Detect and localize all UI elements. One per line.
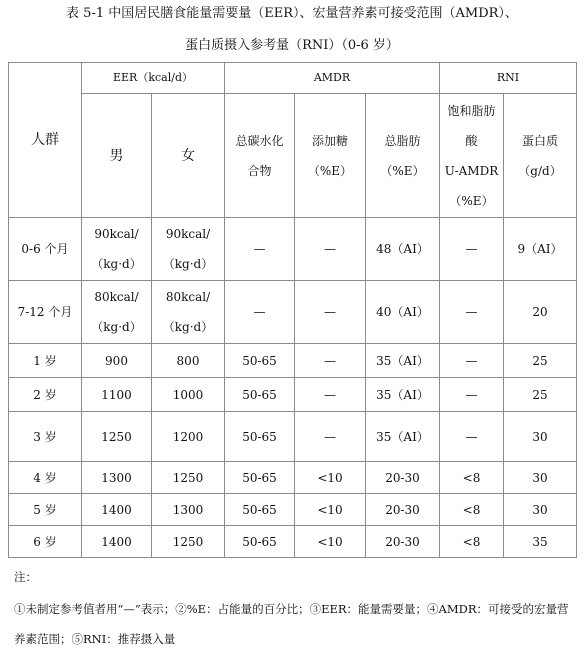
- row-sugar: —: [295, 218, 366, 281]
- header-carb: [225, 94, 295, 218]
- header-sat-fat: [440, 94, 504, 218]
- row-fat: 20-30: [366, 494, 440, 526]
- row-group: 2 岁: [9, 378, 82, 412]
- table-title-line-2: 蛋白质摄入参考量（RNI）（0-6 岁）: [185, 38, 399, 53]
- row-sugar: <10: [295, 526, 366, 558]
- row-sat-fat: —: [440, 281, 504, 344]
- row-sugar: <10: [295, 494, 366, 526]
- row-protein: 25: [504, 344, 577, 378]
- header-male: 男: [82, 94, 152, 218]
- row-group: 7-12 个月: [9, 281, 82, 344]
- row-sat-fat: —: [440, 344, 504, 378]
- row-female: [152, 281, 225, 344]
- header-sat-l3: U-AMDR: [444, 163, 499, 178]
- row-protein: 20: [504, 281, 577, 344]
- row-sugar: —: [295, 344, 366, 378]
- row-fat: 20-30: [366, 526, 440, 558]
- table-row: [9, 412, 577, 462]
- table-row: [9, 281, 577, 344]
- table-row: [9, 526, 577, 558]
- header-sat-l1: 饱和脂肪: [447, 103, 496, 118]
- header-row-2: [9, 94, 577, 218]
- row-fat: 48（AI）: [366, 218, 440, 281]
- table-row: [9, 494, 577, 526]
- header-amdr: AMDR: [225, 63, 440, 94]
- row-sat-fat: —: [440, 412, 504, 462]
- row-sugar: —: [295, 281, 366, 344]
- header-carb-l2: 合物: [247, 163, 272, 178]
- row-sugar: <10: [295, 462, 366, 494]
- row-carb: 50-65: [225, 412, 295, 462]
- nutrition-reference-table: [8, 62, 577, 558]
- row-sugar: —: [295, 378, 366, 412]
- row-carb: 50-65: [225, 526, 295, 558]
- row-carb: 50-65: [225, 494, 295, 526]
- header-rni: RNI: [440, 63, 577, 94]
- row-protein: 30: [504, 462, 577, 494]
- header-fat-l2: （%E）: [380, 163, 425, 178]
- row-male: [82, 281, 152, 344]
- row-group: 6 岁: [9, 526, 82, 558]
- header-fat: [366, 94, 440, 218]
- row-male-l2: （kg·d）: [91, 257, 142, 271]
- row-fat: 40（AI）: [366, 281, 440, 344]
- row-protein: 30: [504, 412, 577, 462]
- row-female: 800: [152, 344, 225, 378]
- row-protein: 30: [504, 494, 577, 526]
- row-group: 0-6 个月: [9, 218, 82, 281]
- row-female: 1200: [152, 412, 225, 462]
- row-fat: 35（AI）: [366, 378, 440, 412]
- row-carb: —: [225, 218, 295, 281]
- notes-text: ①未制定参考值者用“—”表示；②%E：占能量的百分比；③EER：能量需要量；④AMDR：可接受的宏量营养素范围；⑤RNI：推荐摄入量: [14, 602, 569, 646]
- row-male: 900: [82, 344, 152, 378]
- header-fat-l1: 总脂肪: [384, 133, 421, 148]
- header-sat-l4: （%E）: [449, 193, 494, 208]
- row-sat-fat: <8: [440, 526, 504, 558]
- row-sugar: —: [295, 412, 366, 462]
- row-protein: 25: [504, 378, 577, 412]
- row-group: 3 岁: [9, 412, 82, 462]
- row-male-l2: （kg·d）: [91, 320, 142, 334]
- row-sat-fat: <8: [440, 462, 504, 494]
- row-male: 1400: [82, 526, 152, 558]
- table-row: [9, 344, 577, 378]
- row-carb: 50-65: [225, 462, 295, 494]
- row-male-l1: 90kcal/: [94, 227, 139, 241]
- header-sugar: [295, 94, 366, 218]
- row-fat: 35（AI）: [366, 412, 440, 462]
- row-female: [152, 218, 225, 281]
- header-sat-l2: 酸: [465, 133, 478, 148]
- row-male-l1: 80kcal/: [94, 290, 139, 304]
- row-sat-fat: <8: [440, 494, 504, 526]
- header-protein: [504, 94, 577, 218]
- row-female: 1300: [152, 494, 225, 526]
- table-row: [9, 218, 577, 281]
- header-protein-l1: 蛋白质: [522, 133, 559, 148]
- row-female: 1250: [152, 462, 225, 494]
- header-group: 人群: [9, 63, 82, 218]
- row-protein: 9（AI）: [504, 218, 577, 281]
- header-carb-l1: 总碳水化: [235, 133, 284, 148]
- header-female: 女: [152, 94, 225, 218]
- row-protein: 35: [504, 526, 577, 558]
- row-female-l1: 90kcal/: [165, 227, 211, 241]
- header-row-1: [9, 63, 577, 94]
- row-carb: 50-65: [225, 378, 295, 412]
- row-carb: 50-65: [225, 344, 295, 378]
- row-group: 4 岁: [9, 462, 82, 494]
- row-group: 1 岁: [9, 344, 82, 378]
- row-male: 1400: [82, 494, 152, 526]
- header-sugar-l1: 添加糖: [311, 133, 348, 148]
- table-row: [9, 378, 577, 412]
- header-eer: EER（kcal/d）: [82, 63, 225, 94]
- row-sat-fat: —: [440, 378, 504, 412]
- row-male: 1300: [82, 462, 152, 494]
- row-female: 1250: [152, 526, 225, 558]
- header-protein-l2: （g/d）: [518, 163, 562, 178]
- row-male: [82, 218, 152, 281]
- row-male: 1250: [82, 412, 152, 462]
- row-fat: 35（AI）: [366, 344, 440, 378]
- row-male: 1100: [82, 378, 152, 412]
- row-female-l1: 80kcal/: [165, 290, 211, 304]
- row-female: 1000: [152, 378, 225, 412]
- row-fat: 20-30: [366, 462, 440, 494]
- row-sat-fat: —: [440, 218, 504, 281]
- row-carb: —: [225, 281, 295, 344]
- notes-label: 注：: [14, 570, 37, 584]
- header-sugar-l2: （%E）: [307, 163, 353, 178]
- table-row: [9, 462, 577, 494]
- row-group: 5 岁: [9, 494, 82, 526]
- row-female-l2: （kg·d）: [162, 320, 214, 334]
- row-female-l2: （kg·d）: [162, 257, 214, 271]
- table-title-line-1: 表 5-1 中国居民膳食能量需要量（EER）、宏量营养素可接受范围（AMDR）、: [66, 6, 518, 21]
